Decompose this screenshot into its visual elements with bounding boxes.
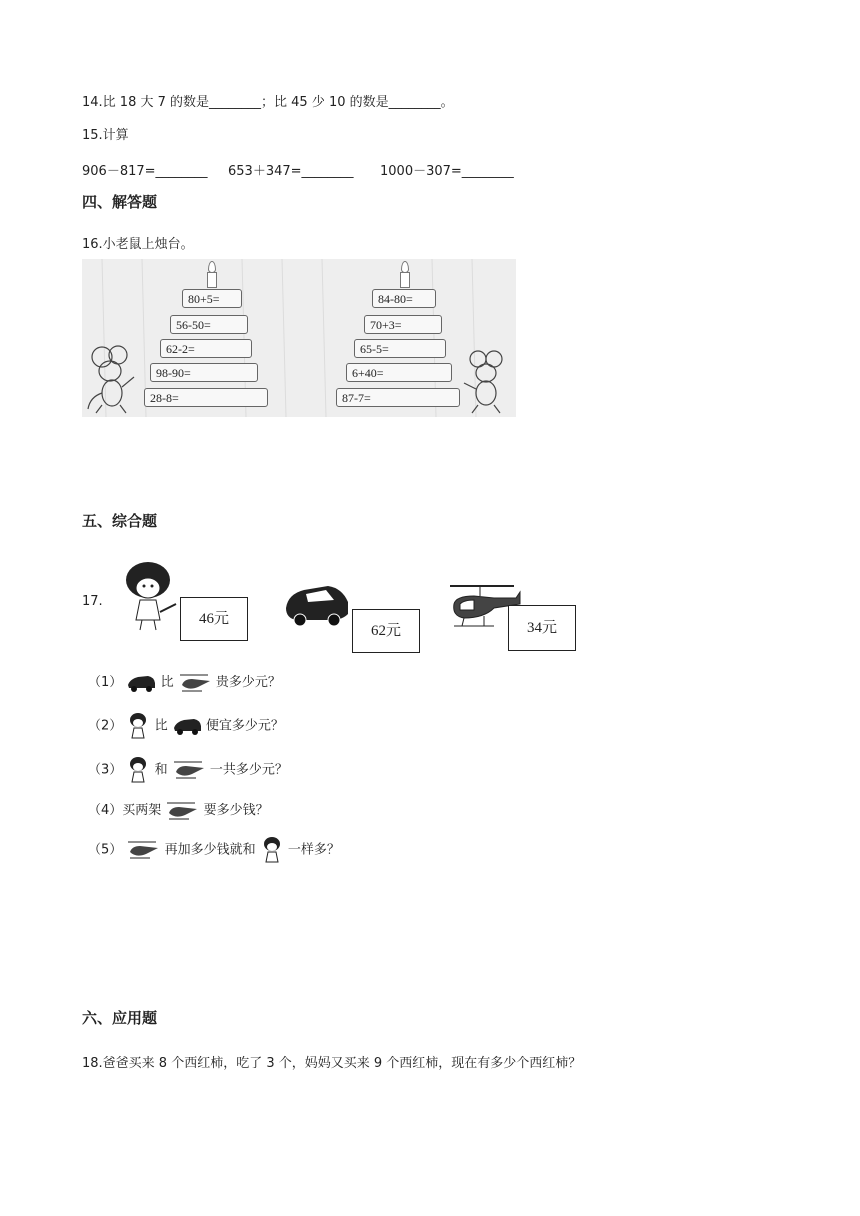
doll-icon — [120, 560, 180, 632]
sub-question-3-number: （3） — [88, 762, 123, 778]
question-15-label: 15.计算 — [82, 128, 129, 143]
sub-question-3-end: 一共多少元？ — [209, 762, 288, 778]
sub-question-5-end: 一样多？ — [287, 842, 340, 858]
car-icon — [282, 580, 352, 628]
sub-question-5-number: （5） — [88, 842, 123, 858]
right-tier-3: 65-5= — [354, 339, 446, 358]
car-price: 62元 — [352, 609, 420, 653]
left-tier-3: 62-2= — [160, 339, 252, 358]
doll-mini-icon — [126, 712, 150, 740]
helicopter-mini-icon — [178, 673, 212, 693]
sub-question-3-mid: 和 — [154, 762, 168, 778]
question-16-label: 16.小老鼠上烛台。 — [82, 237, 194, 252]
section-4-title: 四、解答题 — [82, 193, 158, 211]
question-17-label: 17. — [82, 594, 103, 609]
right-tier-1: 84-80= — [372, 289, 436, 308]
sub-question-5 — [88, 836, 340, 864]
question-14: 14.比 18 大 7 的数是________；比 45 少 10 的数是________。 — [82, 95, 454, 110]
mouse-right-icon — [460, 349, 516, 417]
right-tier-2: 70+3= — [364, 315, 442, 334]
right-tier-5: 87-7= — [336, 388, 460, 407]
sub-question-1-number: （1） — [88, 675, 123, 690]
sub-question-5-mid: 再加多少钱就和 — [164, 842, 256, 858]
right-candle-icon — [400, 272, 410, 288]
doll-mini-icon — [260, 836, 284, 864]
section-5-title: 五、综合题 — [82, 512, 158, 530]
helicopter-price: 34元 — [508, 605, 576, 651]
sub-question-4-number: （4）买两架 — [88, 803, 162, 818]
right-tier-4: 6+40= — [346, 363, 452, 382]
doll-price: 46元 — [180, 597, 248, 641]
left-tier-2: 56-50= — [170, 315, 248, 334]
car-mini-icon — [172, 716, 202, 736]
helicopter-mini-icon — [165, 801, 199, 821]
calc-1: 906－817=________ — [82, 164, 208, 179]
sub-question-2-end: 便宜多少元？ — [205, 718, 284, 734]
sub-question-4-end: 要多少钱？ — [203, 803, 269, 818]
helicopter-mini-icon — [126, 840, 160, 860]
mouse-left-icon — [82, 343, 142, 417]
calc-3: 1000－307=________ — [380, 164, 514, 179]
sub-question-2-mid: 比 — [154, 718, 168, 734]
sub-question-3 — [88, 756, 288, 784]
helicopter-mini-icon — [172, 760, 206, 780]
sub-question-1-mid: 比 — [160, 675, 174, 690]
sub-question-2-number: （2） — [88, 718, 123, 734]
calc-2: 653＋347=________ — [228, 164, 354, 179]
left-tier-1: 80+5= — [182, 289, 242, 308]
question-18: 18.爸爸买来 8 个西红柿，吃了 3 个，妈妈又买来 9 个西红柿，现在有多少个西红柿？ — [82, 1056, 582, 1071]
section-6-title: 六、应用题 — [82, 1009, 158, 1027]
sub-question-4 — [88, 799, 269, 821]
left-candle-icon — [207, 272, 217, 288]
sub-question-1 — [88, 671, 281, 693]
candle-puzzle-image — [82, 259, 516, 417]
car-mini-icon — [126, 673, 156, 693]
sub-question-2 — [88, 712, 284, 740]
sub-question-1-end: 贵多少元？ — [215, 675, 281, 690]
left-tier-4: 98-90= — [150, 363, 258, 382]
left-tier-5: 28-8= — [144, 388, 268, 407]
doll-mini-icon — [126, 756, 150, 784]
